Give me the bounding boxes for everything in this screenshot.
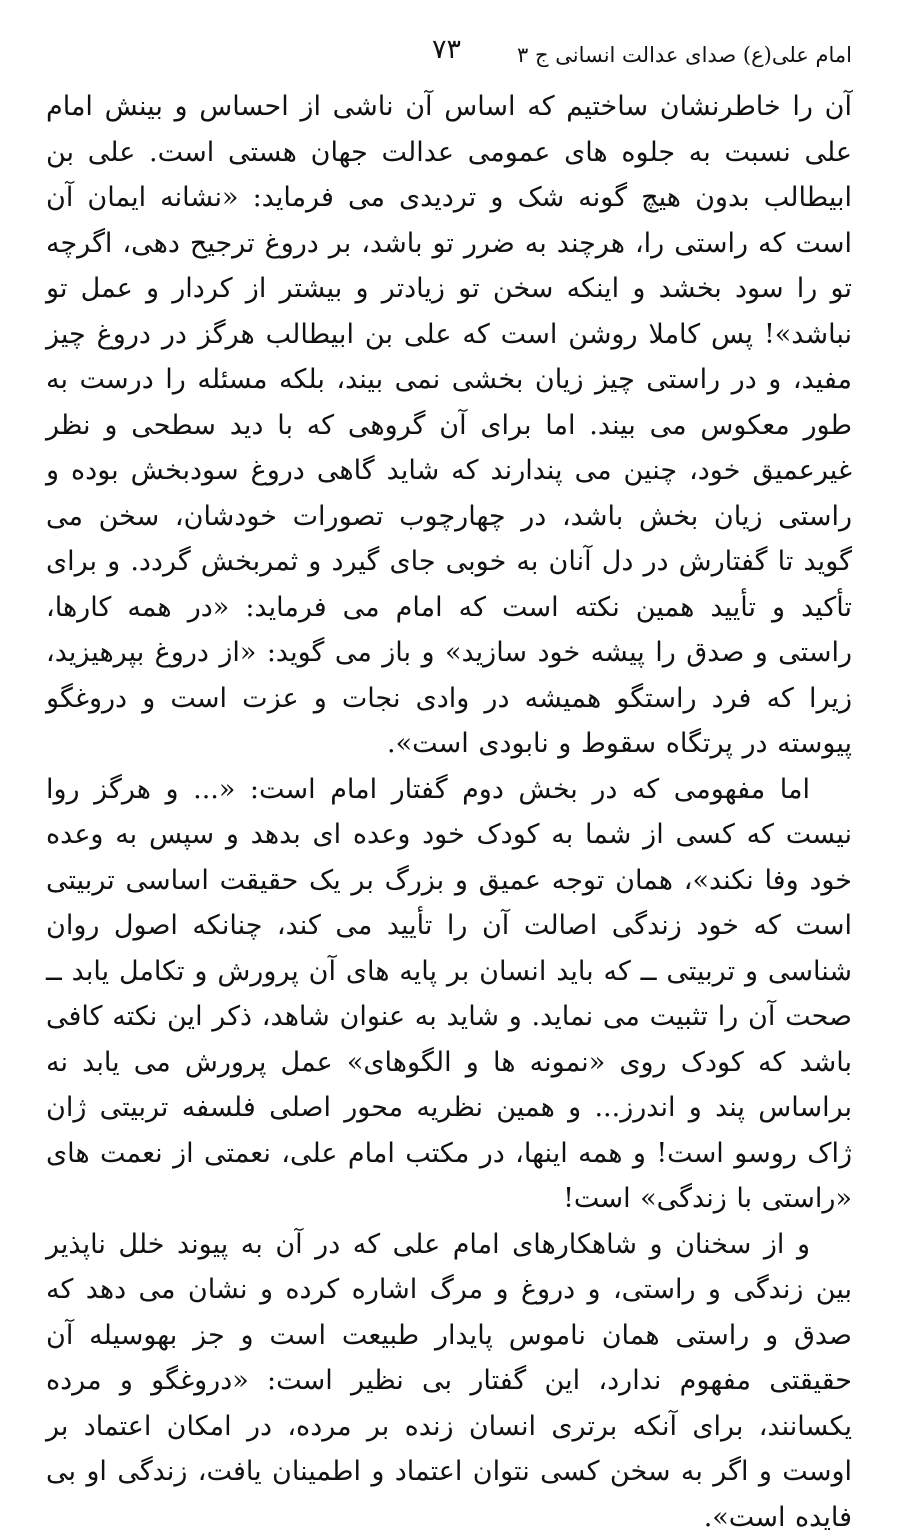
paragraph-1: آن را خاطرنشان ساختیم که اساس آن ناشی از احساس و بینش امام علی نسبت به جلوه های عمومی عدالت جهان هستی است. علی بن ابیطالب بدون هیچ گونه شک و تردیدی می فرماید: «نشانه ایمان آن است که راستی را، هرچند به ضرر تو باشد، بر دروغ ترجیح دهی، اگرچه تو را سود بخشد و اینکه سخن تو زیادتر و بیشتر از کردار و عمل تو نباشد»! پس کاملا روشن است که علی بن ابیطالب هرگز در دروغ چیز مفید، و در راستی چیز زیان بخشی نمی بیند، بلکه مسئله را درست به طور معکوس می بیند. اما برای آن گروهی که با دید سطحی و نظر غیرعمیق خود، چنین می پندارند که شاید گاهی دروغ سودبخش بوده و راستی زیان بخش باشد، در چهارچوب تصورات خودشان، سخن می گوید تا گفتارش در دل آنان به خوبی جای گیرد و ثمربخش گردد. و برای تأکید و تأیید همین نکته است که امام می فرماید: «در همه کارها، راستی و صدق را پیشه خود سازید» و باز می گوید: «از دروغ بپرهیزید، زیرا که فرد راستگو همیشه در وادی نجات و عزت است و دروغگو پیوسته در پرتگاه سقوط و نابودی است». [46, 84, 852, 767]
paragraph-3: و از سخنان و شاهکارهای امام علی که در آن به پیوند خلل ناپذیر بین زندگی و راستی، و دروغ و مرگ اشاره کرده و نشان می دهد که صدق و راستی همان ناموس پایدار طبیعت است و جز بهوسیله آن حقیقتی مفهوم ندارد، این گفتار بی نظیر است: «دروغگو و مرده یکسانند، برای آنکه برتری انسان زنده بر مرده، در امکان اعتماد بر اوست و اگر به سخن کسی نتوان اعتماد و اطمینان یافت، زندگی او بی فایده است». [46, 1222, 852, 1540]
body-text [46, 84, 852, 1540]
page-number: ۷۳ [432, 32, 461, 68]
book-title: امام علی(ع) صدای عدالت انسانی ج ۳ [517, 40, 852, 70]
paragraph-2: اما مفهومی که در بخش دوم گفتار امام است: «... و هرگز روا نیست که کسی از شما به کودک خود وعده ای بدهد و سپس به وعده خود وفا نکند»، همان توجه عمیق و بزرگ بر یک حقیقت اساسی تربیتی است که خود زندگی اصالت آن را تأیید می کند، چنانکه اصول روان شناسی و تربیتی ــ که باید انسان بر پایه های آن پرورش و تکامل یابد ــ صحت آن را تثبیت می نماید. و شاید به عنوان شاهد، ذکر این نکته کافی باشد که کودک روی «نمونه ها و الگوهای» عمل پرورش می یابد نه براساس پند و اندرز... و همین نظریه محور اصلی فلسفه تربیتی ژان ژاک روسو است! و همه اینها، در مکتب امام علی، نعمتی از نعمت های «راستی با زندگی» است! [46, 767, 852, 1222]
running-header [46, 30, 852, 80]
